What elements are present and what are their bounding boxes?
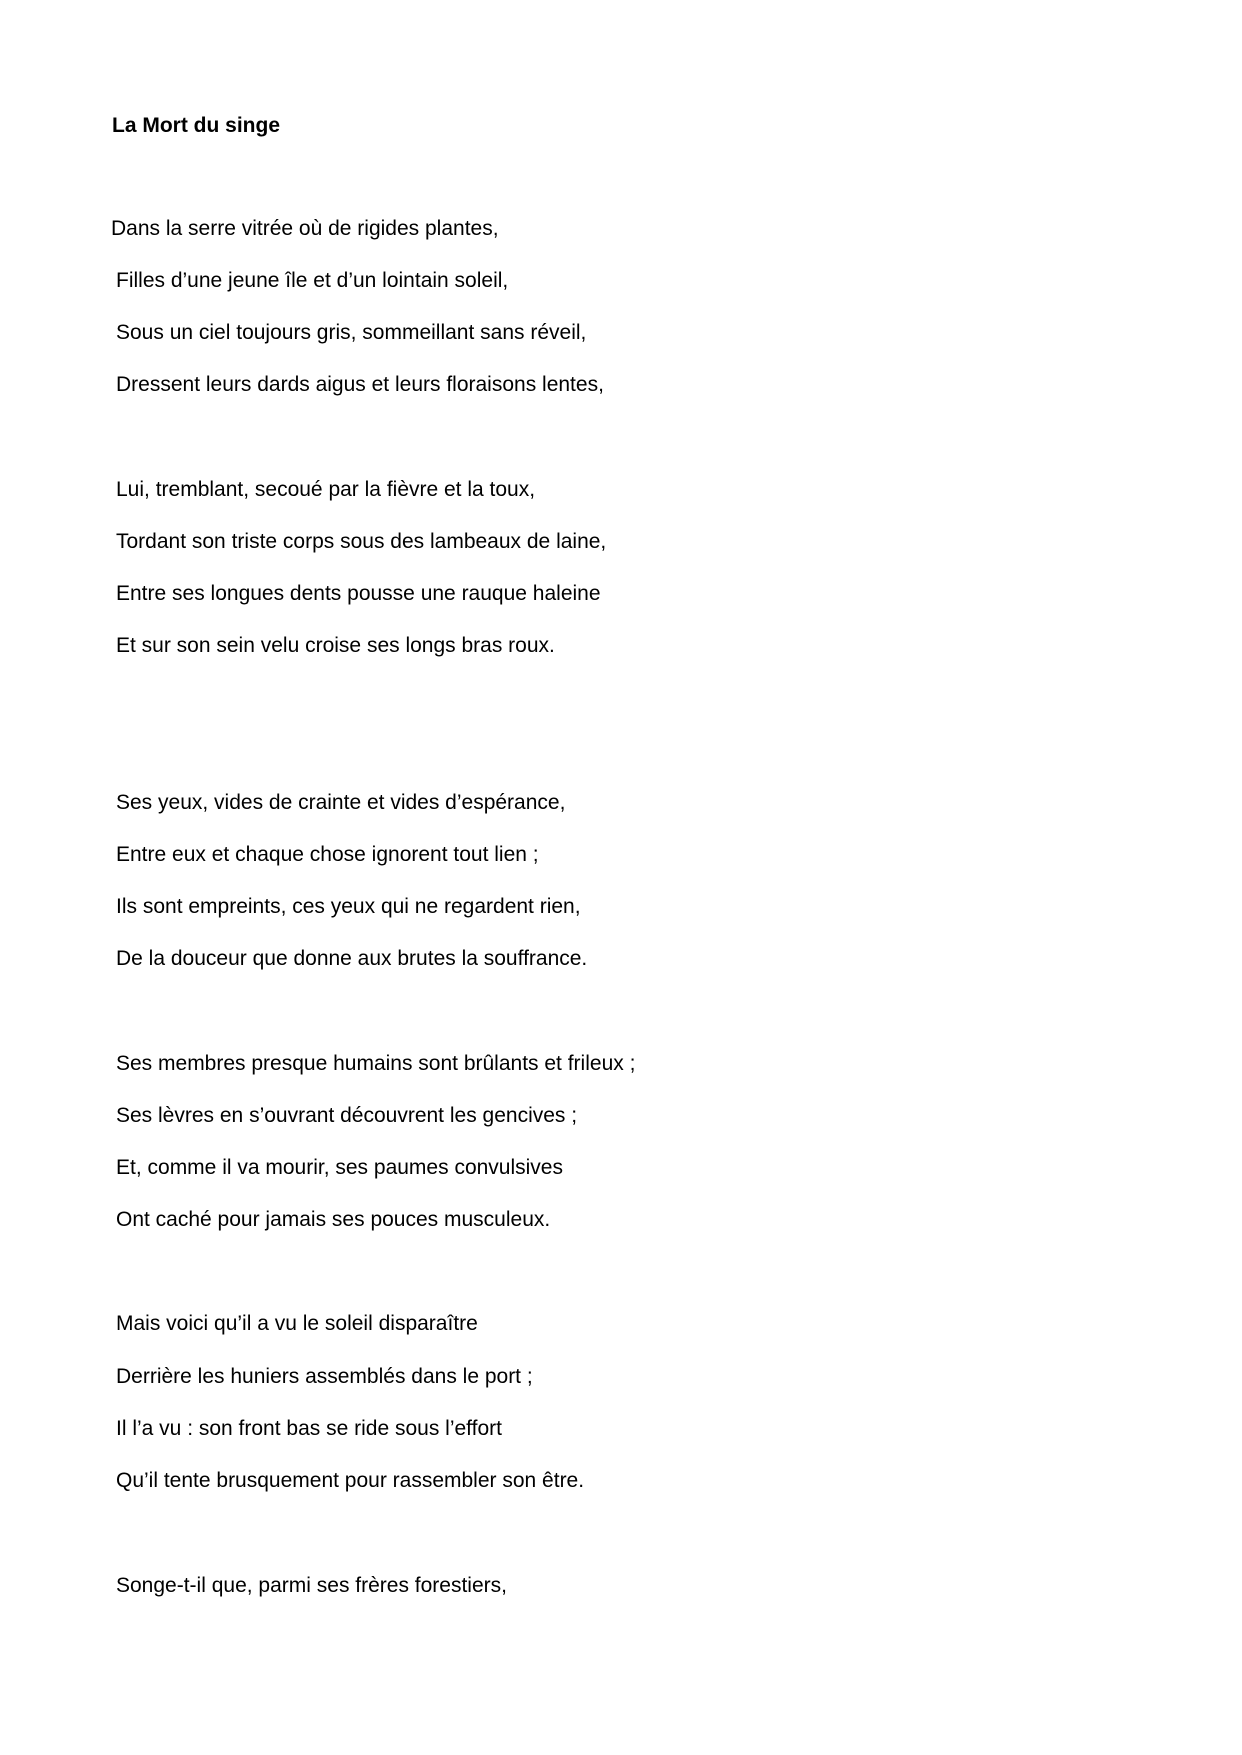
poem-line: Ils sont empreints, ces yeux qui ne regardent rien, xyxy=(116,895,581,918)
poem-line: Ses lèvres en s’ouvrant découvrent les gencives ; xyxy=(116,1104,578,1127)
poem-line: Et, comme il va mourir, ses paumes convulsives xyxy=(116,1156,563,1179)
poem-line: Il l’a vu : son front bas se ride sous l’effort xyxy=(116,1417,502,1440)
poem-line: Entre ses longues dents pousse une rauque haleine xyxy=(116,582,601,605)
poem-line: Dans la serre vitrée où de rigides plantes, xyxy=(111,217,499,240)
poem-line: Songe-t-il que, parmi ses frères forestiers, xyxy=(116,1574,507,1597)
poem-line: Et sur son sein velu croise ses longs bras roux. xyxy=(116,634,555,657)
poem-line: Entre eux et chaque chose ignorent tout lien ; xyxy=(116,843,539,866)
poem-line: Mais voici qu’il a vu le soleil disparaître xyxy=(116,1312,478,1335)
poem-title: La Mort du singe xyxy=(112,114,280,137)
poem-line: Ses yeux, vides de crainte et vides d’espérance, xyxy=(116,791,566,814)
poem-line: Dressent leurs dards aigus et leurs floraisons lentes, xyxy=(116,373,604,396)
poem-line: Derrière les huniers assemblés dans le port ; xyxy=(116,1365,533,1388)
poem-line: Ont caché pour jamais ses pouces musculeux. xyxy=(116,1208,551,1231)
poem-line: Lui, tremblant, secoué par la fièvre et la toux, xyxy=(116,478,536,501)
poem-line: Tordant son triste corps sous des lambeaux de laine, xyxy=(116,530,607,553)
poem-line: Qu’il tente brusquement pour rassembler son être. xyxy=(116,1469,585,1492)
poem-line: Ses membres presque humains sont brûlants et frileux ; xyxy=(116,1052,636,1075)
poem-line: De la douceur que donne aux brutes la souffrance. xyxy=(116,947,588,970)
poem-line: Filles d’une jeune île et d’un lointain soleil, xyxy=(116,269,509,292)
poem-line: Sous un ciel toujours gris, sommeillant sans réveil, xyxy=(116,321,587,344)
